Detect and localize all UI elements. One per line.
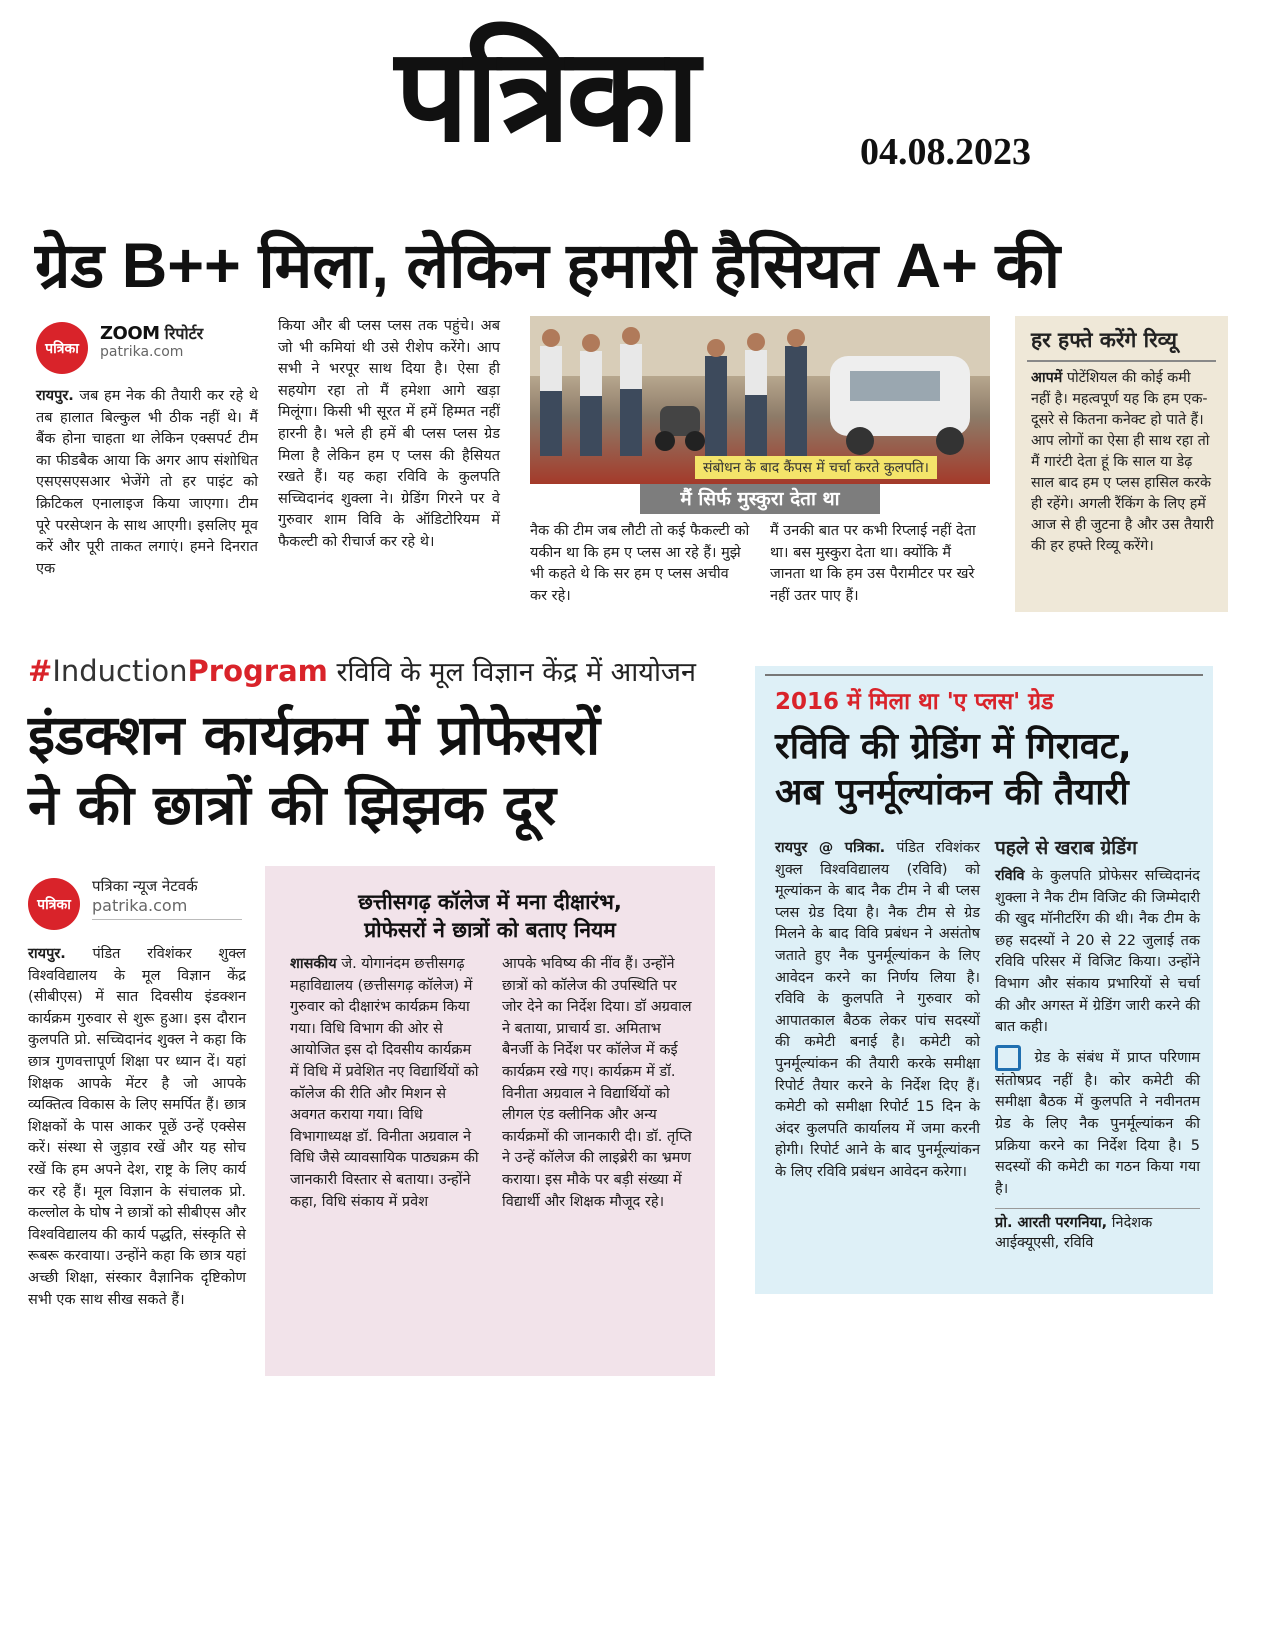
photo-caption: संबोधन के बाद कैंपस में चर्चा करते कुलपति। xyxy=(695,456,937,479)
chhattisgarh-college-box xyxy=(265,866,715,1376)
grading-headline-line-1: रविवि की ग्रेडिंग में गिरावट, xyxy=(775,726,1132,767)
sidebar-title: हर हफ्ते करेंगे रिव्यू xyxy=(1031,328,1178,352)
patrika-logo-icon: पत्रिका xyxy=(36,322,88,374)
article2-column-1 xyxy=(28,944,246,1311)
headline-induction-line-2: ने की छात्रों की झिझक दूर xyxy=(28,773,556,837)
article3-column-2 xyxy=(995,834,1200,1253)
dateline: रायपुर. xyxy=(28,946,66,962)
box-top-rule xyxy=(765,674,1203,676)
grading-headline-line-2: अब पुनर्मूल्यांकन की तैयारी xyxy=(775,772,1129,813)
dateline: रायपुर. xyxy=(36,388,74,404)
box-lead: शासकीय xyxy=(290,956,337,972)
quote-icon xyxy=(995,1045,1021,1071)
reporter-label: रिपोर्टर xyxy=(164,324,204,343)
attribution-role: निदेशक आईक्यूएसी, रविवि xyxy=(995,1215,1153,1252)
kicker-rest: रविवि के मूल विज्ञान केंद्र में आयोजन xyxy=(327,657,696,688)
issue-date: 04.08.2023 xyxy=(860,131,1031,173)
subhead-bad-grading: पहले से खराब ग्रेडिंग xyxy=(995,837,1138,859)
article1-column-1 xyxy=(36,386,258,580)
sidebar-lead: आपमें xyxy=(1031,370,1063,386)
box-column-2: आपके भविष्य की नींव हैं। उन्होंने छात्रों को कॉलेज की उपस्थिति पर जोर देने का निर्देश दिया। डॉ अग्रवाल ने बताया, प्राचार्य डा. अमिताभ बैनर्जी के निर्देश पर कॉलेज में कई कार्यक्रम रखे गए। कार्यक्रम में डॉ. विनीता अग्रवाल ने विद्यार्थियों को लीगल एंड क्लीनिक और अन्य कार्यक्रमों की जानकारी दी। डॉ. तृप्ति ने उन्हें कॉलेज की लाइब्रेरी का भ्रमण कराया। इस मौके पर बड़ी संख्या में विद्यार्थी और शिक्षक मौजूद रहे। xyxy=(502,956,692,1210)
grading-kicker: 2016 में मिला था 'ए प्लस' ग्रेड xyxy=(775,689,1054,715)
zoom-brand: ZOOM xyxy=(100,323,160,344)
box-title-line-1: छत्तीसगढ़ कॉलेज में मना दीक्षारंभ, xyxy=(358,890,622,914)
box-title xyxy=(265,888,715,944)
column-lead: रविवि xyxy=(995,868,1025,884)
sidebar-text: पोटेंशियल की कोई कमी नहीं है। महत्वपूर्ण यह कि हम एक-दूसरे से कितना कनेक्ट हो पाते हैं। आप लोगों का ऐसा ही साथ रहा तो मैं गारंटी देता हूं कि साल या डेढ़ साल बाद हम ए प्लस हासिल करके ही रहेंगे। अगली रैंकिंग के लिए हमें आज से ही जुटना है और उस तैयारी की हर हफ्ते रिव्यू करेंगे। xyxy=(1031,370,1214,554)
box-column-1-text: जे. योगानंदम छत्तीसगढ़ महाविद्यालय (छत्तीसगढ़ कॉलेज) में गुरुवार को दीक्षारंभ कार्यक्रम किया गया। विधि विभाग की ओर से आयोजित इस दो दिवसीय कार्यक्रम में विधि में प्रवेशित नए विद्यार्थियों को कॉलेज की रीति और मिशन से अवगत कराया गया। विधि विभागाध्यक्ष डॉ. विनीता अग्रवाल ने विधि जैसे व्यावसायिक पाठ्यक्रम की जानकारी विस्तार से बताया। उन्होंने कहा, विधि संकाय में प्रवेश xyxy=(290,956,479,1210)
quote-attribution xyxy=(995,1208,1200,1253)
site-url: patrika.com xyxy=(92,896,188,915)
box-column-1 xyxy=(290,954,482,1213)
article3-column-2-text: के कुलपति प्रोफेसर सच्चिदानंद शुक्ला ने नैक टीम विजिट की जिम्मेदारी की खुद मॉनीटरिंग की थी। नैक टीम के छह सदस्यों ने 20 से 22 जुलाई तक रविवि परिसर में विजिट किया। उन्होंने विभाग और संकाय प्रभारियों से चर्चा की और अगस्त में ग्रेडिंग जारी करने की बात कही। xyxy=(995,868,1201,1036)
review-sidebar xyxy=(1015,316,1228,612)
grading-headline xyxy=(775,724,1205,816)
director-quote xyxy=(995,1045,1200,1201)
kicker-hash: # xyxy=(28,654,53,688)
patrika-logo-icon: पत्रिका xyxy=(28,878,80,930)
box-title-line-2: प्रोफेसरों ने छात्रों को बताए नियम xyxy=(364,918,616,942)
article1-column-4: मैं उनकी बात पर कभी रिप्लाई नहीं देता था। बस मुस्कुरा देता था। क्योंकि मैं जानता था कि हम उस पैरामीटर पर खरे नहीं उतर पाए हैं। xyxy=(770,523,976,604)
sidebar-text-block xyxy=(1015,362,1228,557)
attribution-name: प्रो. आरती परगनिया, xyxy=(995,1215,1108,1232)
grading-decline-box xyxy=(755,666,1213,1294)
headline-induction-line-1: इंडक्शन कार्यक्रम में प्रोफेसरों xyxy=(28,703,601,767)
zoom-byline xyxy=(100,322,203,360)
dateline: रायपुर @ पत्रिका. xyxy=(775,840,886,856)
article1-column-3: नैक की टीम जब लौटी तो कई फैकल्टी को यकीन था कि हम ए प्लस आ रहे हैं। मुझे भी कहते थे कि सर हम ए प्लस अचीव कर रहे। xyxy=(530,523,750,604)
kicker-program: Program xyxy=(187,654,328,688)
article1-column-1-text: जब हम नेक की तैयारी कर रहे थे तब हालात बिल्कुल भी ठीक नहीं थे। मैं बैंक होना चाहता था लेकिन एक्सपर्ट टीम का फीडबैक आया कि अगर आप संशोधित एसएसएसआर भेजेंगे तो हर पाइंट को क्रिटिकल एनालाइज किया जाएगा। टीम पूरे परसेप्शन के साथ आएगी। इसलिए मूव करें और पूरी ताकत लगाएं। हमने दिनरात एक xyxy=(36,388,259,577)
pull-quote: मैं सिर्फ मुस्कुरा देता था xyxy=(640,484,880,514)
article1-column-2: किया और बी प्लस प्लस तक पहुंचे। अब जो भी कमियां थी उसे रीशेप करेंगे। आप सभी ने भरपूर साथ दिया है। ऐसा ही सहयोग रहा तो मैं हमेशा आगे खड़ा मिलूंगा। किसी भी सूरत में हमें हिम्मत नहीं हारनी है। भले ही हमें बी प्लस प्लस ग्रेड मिला है लेकिन हम ए प्लस की हैसियत रखते हैं। यह कहा रविवि के कुलपति सच्चिदानंद शुक्ला ने। ग्रेडिंग गिरने पर वे गुरुवार शाम विवि के ऑडिटोरियम में फैकल्टी को रीचार्ज कर रहे थे। xyxy=(278,318,500,550)
article3-column-2-text-block xyxy=(995,866,1200,1039)
kicker-induction: Induction xyxy=(52,654,188,688)
article3-column-1-text: पंडित रविशंकर शुक्ल विश्वविद्यालय (रविवि) को मूल्यांकन के बाद नैक टीम ने बी प्लस प्लस ग्रेड दिया है। नैक टीम से ग्रेड मिलने के बाद विवि प्रबंधन ने असंतोष जताते हुए नैक पुनर्मूल्यांकन के लिए आवेदन करने का निर्णय लिया है। रविवि के कुलपति ने गुरुवार को आपातकाल बैठक लेकर पांच सदस्यों की कमेटी बनाई है। कमेटी को पुनर्मूल्यांकन की तैयारी करके समीक्षा रिपोर्ट तैयार करने के निर्देश दिए हैं। कमेटी को समीक्षा रिपोर्ट 15 दिन के अंदर कुलपति कार्यालय में जमा करनी होगी। रिपोर्ट आने के बाद पुनर्मूल्यांकन के लिए रविवि प्रबंधन आवेदन करेगा। xyxy=(775,840,980,1180)
director-quote-text: ग्रेड के संबंध में प्राप्त परिणाम संतोषप्रद नहीं है। कोर कमेटी की समीक्षा बैठक में कुलपति ने नवीनतम ग्रेड के लिए नैक पुनर्मूल्यांकन की प्रक्रिया करने का निर्देश दिया है। 5 सदस्यों की कमेटी का गठन किया गया है। xyxy=(995,1049,1201,1197)
headline-grade: ग्रेड B++ मिला, लेकिन हमारी हैसियत A+ की xyxy=(35,231,1061,301)
network-byline xyxy=(92,876,242,920)
site-url: patrika.com xyxy=(100,344,184,360)
masthead-logo: पत्रिका xyxy=(395,18,696,171)
article2-column-1-text: पंडित रविशंकर शुक्ल विश्वविद्यालय के मूल विज्ञान केंद्र (सीबीएस) में सात दिवसीय इंडक्शन कार्यक्रम गुरुवार से शुरू हुआ। इस दौरान कुलपति प्रो. सच्चिदानंद शुक्ल ने कहा कि छात्र गुणवत्तापूर्ण शिक्षा पर ध्यान दें। यहां शिक्षक आपके मेंटर है जो आपके व्यक्तित्व विकास के लिए समर्पित हैं। छात्र शिक्षकों के पास आकर पूछें उन्हें एक्सेस करें। संस्था से जुड़ाव रखें और यह सोच रखें कि हम अपने देश, राष्ट्र के लिए कार्य कर रहे हैं। मूल विज्ञान के संचालक प्रो. कल्लोल के घोष ने छात्रों को सीबीएस और विश्वविद्यालय की कार्य पद्धति, संस्कृति से रूबरू करवाया। उन्होंने कहा कि छात्र यहां अच्छी शिक्षा, संस्कार वैज्ञानिक दृष्टिकोण सभी एक साथ सीख सकते हैं। xyxy=(28,946,247,1308)
article3-column-1 xyxy=(775,838,980,1184)
induction-kicker xyxy=(28,652,696,689)
network-name: पत्रिका न्यूज नेटवर्क xyxy=(92,877,198,895)
headline-induction xyxy=(28,700,728,840)
